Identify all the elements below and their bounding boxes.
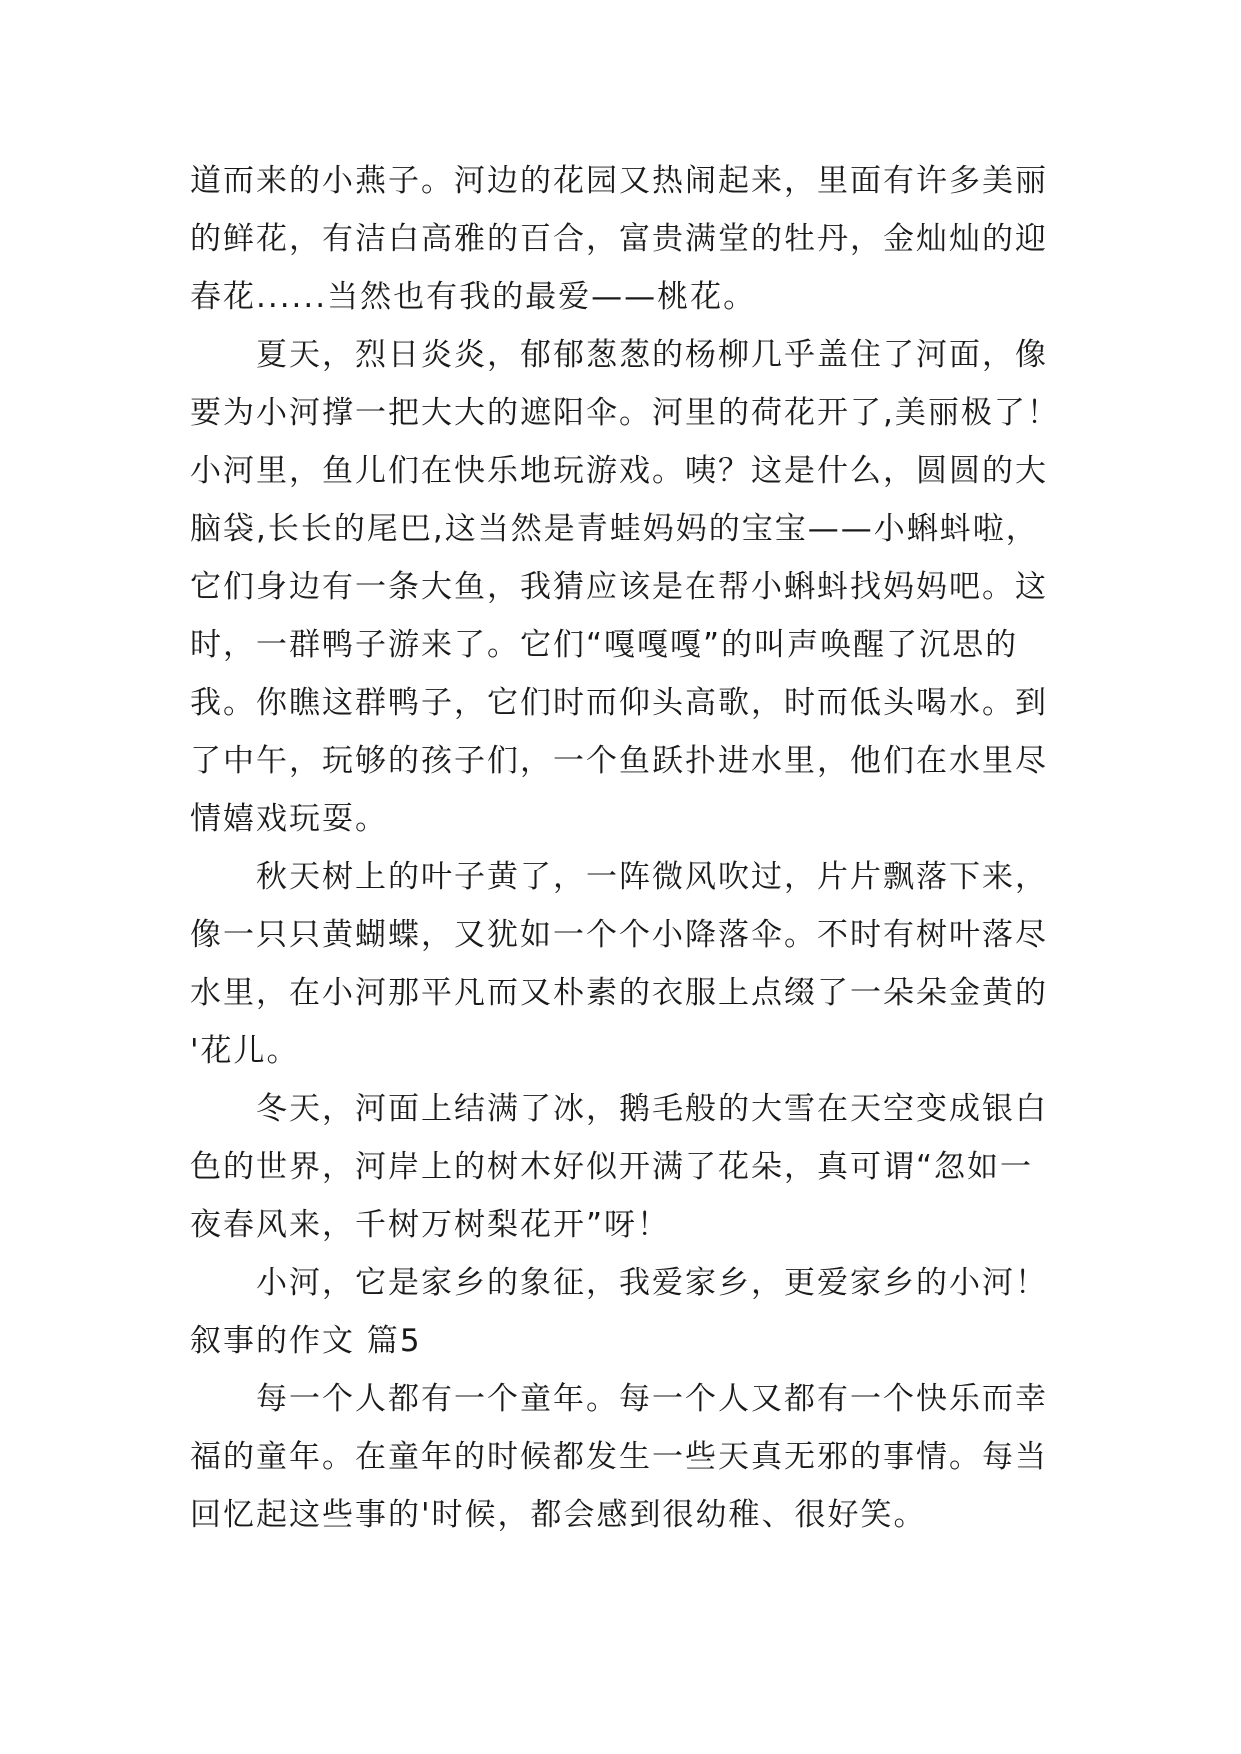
text-line: 我。你瞧这群鸭子，它们时而仰头高歌，时而低头喝水。到 <box>190 685 1048 721</box>
text-line: 情嬉戏玩耍。 <box>190 801 388 837</box>
text-line: 要为小河撑一把大大的遮阳伞。河里的荷花开了,美丽极了！ <box>190 395 1060 431</box>
paragraph-start-winter: 冬天，河面上结满了冰，鹅毛般的大雪在天空变成银白 <box>256 1091 1048 1127</box>
paragraph-conclusion: 小河，它是家乡的象征，我爱家乡，更爱家乡的小河！ <box>256 1265 1048 1301</box>
text-line: 时，一群鸭子游来了。它们“嘎嘎嘎”的叫声唤醒了沉思的 <box>190 627 1019 663</box>
text-line: 小河里，鱼儿们在快乐地玩游戏。咦？这是什么，圆圆的大 <box>190 453 1048 489</box>
text-line: 了中午，玩够的孩子们，一个鱼跃扑进水里，他们在水里尽 <box>190 743 1048 779</box>
paragraph-start-childhood: 每一个人都有一个童年。每一个人又都有一个快乐而幸 <box>256 1381 1048 1417</box>
text-line: 色的世界，河岸上的树木好似开满了花朵，真可谓“忽如一 <box>190 1149 1034 1185</box>
text-line: 福的童年。在童年的时候都发生一些天真无邪的事情。每当 <box>190 1439 1048 1475</box>
text-line: 夜春风来，千树万树梨花开”呀！ <box>190 1207 671 1243</box>
document-body <box>190 152 1060 1544</box>
paragraph-start-summer: 夏天，烈日炎炎，郁郁葱葱的杨柳几乎盖住了河面，像 <box>256 337 1048 373</box>
section-heading: 叙事的作文 篇5 <box>190 1323 422 1359</box>
text-line: 像一只只黄蝴蝶，又犹如一个个小降落伞。不时有树叶落尽 <box>190 917 1048 953</box>
text-line: 道而来的小燕子。河边的花园又热闹起来，里面有许多美丽 <box>190 163 1048 199</box>
text-line: 它们身边有一条大鱼，我猜应该是在帮小蝌蚪找妈妈吧。这 <box>190 569 1048 605</box>
text-line: 水里，在小河那平凡而又朴素的衣服上点缀了一朵朵金黄的 <box>190 975 1048 1011</box>
text-line: 春花......当然也有我的最爱——桃花。 <box>190 279 757 315</box>
text-line: '花儿。 <box>190 1033 300 1069</box>
paragraph-start-autumn: 秋天树上的叶子黄了，一阵微风吹过，片片飘落下来， <box>256 859 1048 895</box>
text-line: 的鲜花，有洁白高雅的百合，富贵满堂的牡丹，金灿灿的迎 <box>190 221 1048 257</box>
text-line: 脑袋,长长的尾巴,这当然是青蛙妈妈的宝宝——小蝌蚪啦， <box>190 511 1039 547</box>
text-line: 回忆起这些事的'时候，都会感到很幼稚、很好笑。 <box>190 1497 927 1533</box>
